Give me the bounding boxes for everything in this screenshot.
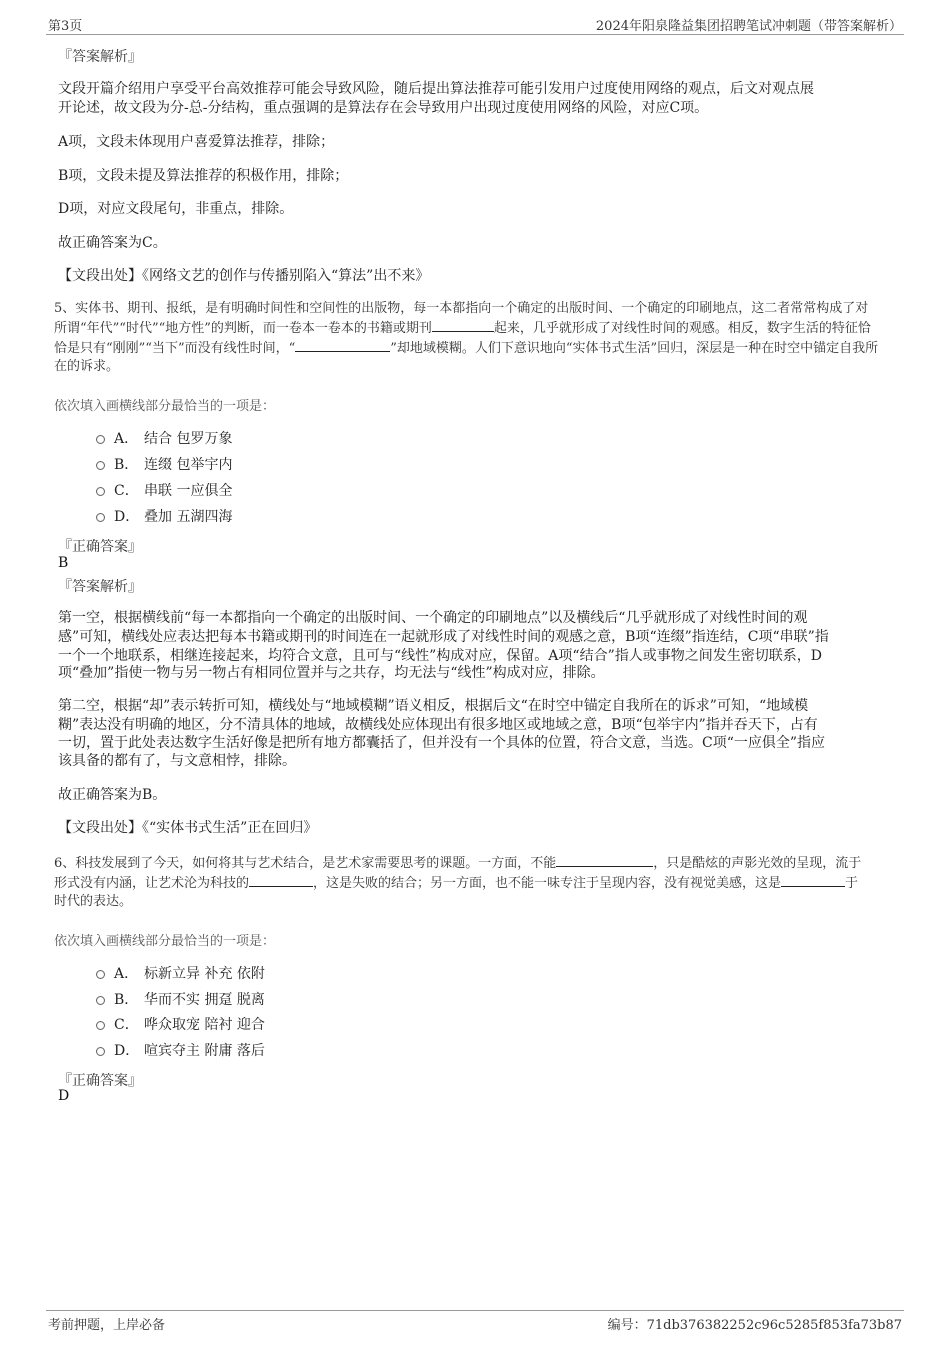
q5-analysis-heading: 『答案解析』 [58,579,142,595]
q5-answer-heading: 『正确答案』 [58,539,142,555]
option-letter: C． [114,1017,139,1033]
q6-blank-2 [249,874,313,887]
q6-option-c[interactable] [96,1014,265,1034]
q6-stem-line2 [54,874,896,893]
option-letter: B． [114,992,139,1008]
q5-stem-line2-after: 起来，几乎就形成了对线性时间的观感。相反，数字生活的特征恰 [493,321,871,336]
option-text: 哗众取宠 陪衬 迎合 [144,1017,265,1033]
q5-analysis-p2-line2: 糊”表达没有明确的地区，分不清具体的地域，故横线处应体现出有很多地区或地域之意，B项“包举宇内”指并吞天下，占有 [58,717,818,733]
option-letter: A． [114,966,139,982]
q4-analysis-p1-line2: 开论述，故文段为分-总-分结构，重点强调的是算法存在会导致用户出现过度使用网络的风险，对应C项。 [58,100,709,116]
q6-stem-line1 [54,854,896,873]
q5-analysis-p2-line3: 一切，置于此处表达数字生活好像是把所有地方都囊括了，但并没有一个具体的位置，符合文意，当选。C项“一应俱全”指应 [58,735,826,751]
option-text: 结合 包罗万象 [144,431,233,447]
radio-icon[interactable] [96,1021,105,1030]
q6-prompt: 依次填入画横线部分最恰当的一项是： [54,934,276,949]
q6-option-a[interactable] [96,963,265,983]
q5-blank-1 [432,319,494,332]
option-letter: B． [114,457,139,473]
page-header [46,14,904,35]
option-text: 串联 一应俱全 [144,483,233,499]
q5-stem-line3-after: ”却地域模糊。人们下意识地向“实体书式生活”回归，深层是一种在时空中锚定自我所 [390,341,879,356]
q6-stem-line1-before: 6、科技发展到了今天，如何将其与艺术结合，是艺术家需要思考的课题。一方面，不能 [54,856,557,871]
option-text: 连缀 包举宇内 [144,457,233,473]
q5-option-d[interactable] [96,506,232,526]
q5-analysis-p2-line1: 第二空，根据“却”表示转折可知，横线处与“地域模糊”语义相反，根据后文“在时空中锚定自我所在的诉求”可知，“地域模 [58,698,809,714]
q5-conclusion: 故正确答案为B。 [58,787,167,803]
radio-icon[interactable] [96,970,105,979]
q5-stem-line2-before: 所谓“年代”“时代”“地方性”的判断，而一卷本一卷本的书籍或期刊 [54,321,432,336]
q5-option-b[interactable] [96,454,232,474]
q6-stem-line2-middle: ，这是失败的结合；另一方面，也不能一味专注于呈现内容，没有视觉美感，这是 [313,876,782,891]
q6-stem-line2-before: 形式没有内涵，让艺术沦为科技的 [54,876,250,891]
page-footer [46,1310,904,1333]
option-letter: A． [114,431,139,447]
radio-icon[interactable] [96,513,105,522]
option-text: 标新立异 补充 依附 [144,966,265,982]
radio-icon[interactable] [96,487,105,496]
q4-analysis-option-a: A项，文段未体现用户喜爱算法推荐，排除； [58,134,335,150]
q5-answer: B [58,555,69,571]
q5-analysis-p2-line4: 该具备的都有了，与文意相悖，排除。 [58,753,296,769]
q4-analysis-heading: 『答案解析』 [58,49,142,65]
q4-conclusion: 故正确答案为C。 [58,235,167,251]
q6-blank-3 [781,874,845,887]
footer-slogan: 考前押题，上岸必备 [48,1318,166,1333]
document-title: 2024年阳泉隆益集团招聘笔试冲刺题（带答案解析） [595,19,902,34]
q4-analysis-option-d: D项，对应文段尾句，非重点，排除。 [58,201,294,217]
option-text: 华而不实 拥趸 脱离 [144,992,265,1008]
q6-option-b[interactable] [96,989,265,1009]
q6-answer: D [58,1088,70,1104]
radio-icon[interactable] [96,1047,105,1056]
q5-stem-line4: 在的诉求。 [54,359,120,374]
q5-stem-line2 [54,319,896,338]
q5-stem-line3 [54,339,896,358]
q6-stem-line1-after: ，只是酷炫的声影光效的呈现，流于 [653,856,862,871]
q5-blank-2 [295,339,390,352]
radio-icon[interactable] [96,435,105,444]
q5-source: 【文段出处】《“实体书式生活”正在回归》 [58,820,318,836]
q5-analysis-p1-line2: 感”可知，横线处应表达把每本书籍或期刊的时间连在一起就形成了对线性时间的观感之意，B项“连缀”指连结，C项“串联”指 [58,629,829,645]
q6-stem-line2-after: 于 [845,876,859,891]
q4-source: 【文段出处】《网络文艺的创作与传播别陷入“算法”出不来》 [58,268,430,284]
option-letter: C． [114,483,139,499]
q5-analysis-p1-line1: 第一空，根据横线前“每一本都指向一个确定的出版时间、一个确定的印刷地点”以及横线后“几乎就形成了对线性时间的观 [58,610,808,626]
radio-icon[interactable] [96,461,105,470]
page-number: 第3页 [48,19,83,34]
option-letter: D． [114,509,140,525]
option-letter: D． [114,1043,140,1059]
q5-analysis-p1-line4: 项“叠加”指使一物与另一物占有相同位置并与之共存，均无法与“线性”构成对应，排除。 [58,665,605,681]
q4-analysis-p1-line1: 文段开篇介绍用户享受平台高效推荐可能会导致风险，随后提出算法推荐可能引发用户过度使用网络的观点，后文对观点展 [58,81,814,97]
q5-option-c[interactable] [96,480,232,500]
q5-option-a[interactable] [96,428,232,448]
q6-option-d[interactable] [96,1040,265,1060]
q4-analysis-option-b: B项，文段未提及算法推荐的积极作用，排除； [58,168,349,184]
radio-icon[interactable] [96,996,105,1005]
q6-answer-heading: 『正确答案』 [58,1073,142,1089]
q5-stem-line3-before: 恰是只有“刚刚”“当下”而没有线性时间，“ [54,341,296,356]
q5-analysis-p1-line3: 一个一个地联系，相继连接起来，均符合文意，且可与“线性”构成对应，保留。A项“结合”指人或事物之间发生密切联系，D [58,648,822,664]
q6-stem-line3: 时代的表达。 [54,894,133,909]
option-text: 叠加 五湖四海 [144,509,233,525]
q5-stem-line1: 5、实体书、期刊、报纸，是有明确时间性和空间性的出版物，每一本都指向一个确定的出版时间、一个确定的印刷地点，这二者常常构成了对 [54,301,869,316]
q6-blank-1 [556,854,653,867]
q5-prompt: 依次填入画横线部分最恰当的一项是： [54,399,276,414]
option-text: 喧宾夺主 附庸 落后 [144,1043,265,1059]
document-code: 编号：71db376382252c96c5285f853fa73b87 [607,1318,902,1333]
